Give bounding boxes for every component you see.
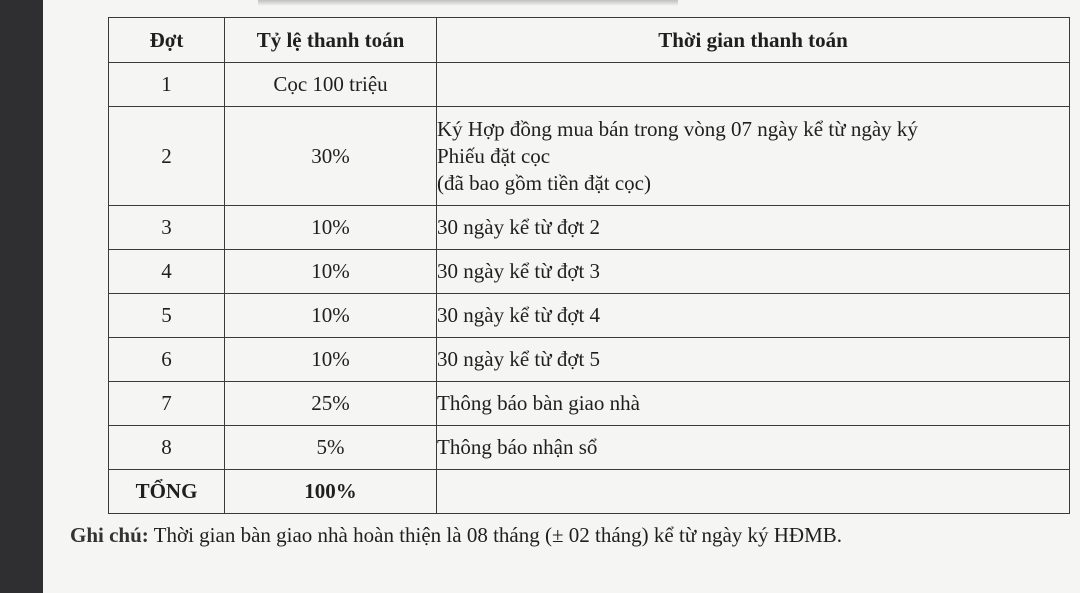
payment-rate: 25% bbox=[225, 382, 437, 426]
footnote-label: Ghi chú: bbox=[70, 523, 149, 547]
table-row bbox=[109, 107, 1070, 206]
payment-time: 30 ngày kể từ đợt 3 bbox=[437, 250, 1070, 294]
stage-number: 6 bbox=[109, 338, 225, 382]
table-row bbox=[109, 206, 1070, 250]
stage-number: 2 bbox=[109, 107, 225, 206]
payment-rate: 10% bbox=[225, 338, 437, 382]
payment-rate: 10% bbox=[225, 206, 437, 250]
cropped-top-text-edge bbox=[258, 0, 678, 6]
header-payment-rate: Tỷ lệ thanh toán bbox=[225, 18, 437, 63]
stage-number: 5 bbox=[109, 294, 225, 338]
stage-number: 3 bbox=[109, 206, 225, 250]
payment-time: Thông báo bàn giao nhà bbox=[437, 382, 1070, 426]
header-payment-time: Thời gian thanh toán bbox=[437, 18, 1070, 63]
left-dark-border bbox=[0, 0, 43, 593]
payment-rate: 10% bbox=[225, 250, 437, 294]
payment-rate: 5% bbox=[225, 426, 437, 470]
payment-time bbox=[437, 107, 1070, 206]
payment-time-line: Ký Hợp đồng mua bán trong vòng 07 ngày kể từ ngày ký bbox=[437, 116, 918, 141]
payment-schedule-table bbox=[108, 17, 1070, 514]
table-total-row bbox=[109, 470, 1070, 514]
payment-rate: 30% bbox=[225, 107, 437, 206]
payment-rate: 10% bbox=[225, 294, 437, 338]
total-time bbox=[437, 470, 1070, 514]
payment-time-line: (đã bao gồm tiền đặt cọc) bbox=[437, 170, 651, 195]
table-header-row bbox=[109, 18, 1070, 63]
stage-number: 4 bbox=[109, 250, 225, 294]
payment-time: 30 ngày kể từ đợt 2 bbox=[437, 206, 1070, 250]
stage-number: 8 bbox=[109, 426, 225, 470]
payment-time: Thông báo nhận sổ bbox=[437, 426, 1070, 470]
total-rate: 100% bbox=[225, 470, 437, 514]
payment-time: 30 ngày kể từ đợt 5 bbox=[437, 338, 1070, 382]
table-row bbox=[109, 426, 1070, 470]
table-row bbox=[109, 294, 1070, 338]
stage-number: 1 bbox=[109, 63, 225, 107]
payment-time-line: Phiếu đặt cọc bbox=[437, 143, 551, 168]
total-label: TỔNG bbox=[109, 470, 225, 514]
payment-time: 30 ngày kể từ đợt 4 bbox=[437, 294, 1070, 338]
table-row bbox=[109, 382, 1070, 426]
header-stage: Đợt bbox=[109, 18, 225, 63]
footnote-text: Thời gian bàn giao nhà hoàn thiện là 08 tháng (± 02 tháng) kể từ ngày ký HĐMB. bbox=[153, 523, 843, 547]
footnote bbox=[70, 523, 1075, 548]
table-row bbox=[109, 338, 1070, 382]
table-row bbox=[109, 63, 1070, 107]
table-row bbox=[109, 250, 1070, 294]
payment-time bbox=[437, 63, 1070, 107]
payment-rate: Cọc 100 triệu bbox=[225, 63, 437, 107]
stage-number: 7 bbox=[109, 382, 225, 426]
